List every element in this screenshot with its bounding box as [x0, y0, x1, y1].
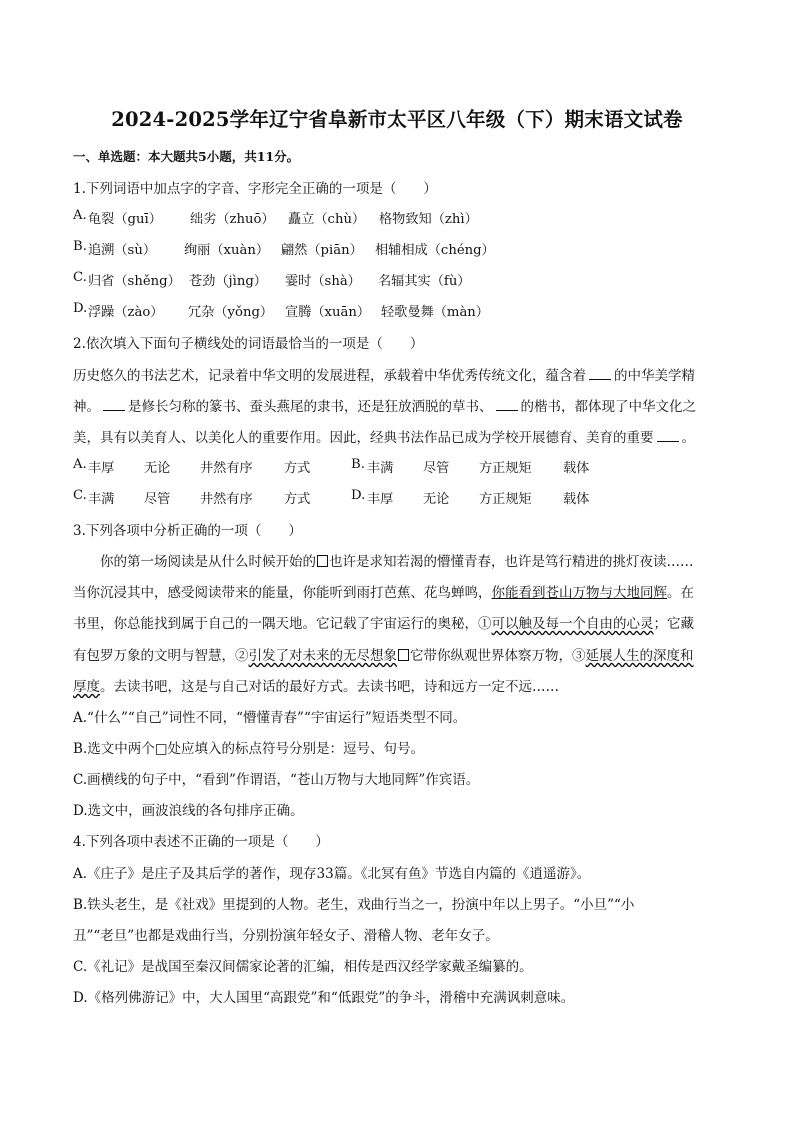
option-word: 方式 — [284, 461, 311, 476]
option-word: 丰满 — [88, 492, 115, 507]
fill-blank — [496, 398, 518, 411]
question-2-passage-line — [73, 426, 695, 446]
option-word: 格物致知（zhì） — [379, 212, 478, 227]
option-letter: A. — [73, 208, 87, 223]
passage-text: 你的第一场阅读是从什么时候开始的 — [100, 554, 316, 570]
option-word: 井然有序 — [200, 461, 253, 476]
passage-text: ；它藏 — [653, 616, 694, 632]
question-4-option-d: D.《格列佛游记》中，大人国里“高跟党”和“低跟党”的争斗，滑稽中充满讽刺意味。 — [73, 990, 575, 1006]
option-word: 浮躁（zào） — [88, 305, 164, 320]
passage-text: 的中华美学精 — [614, 368, 695, 384]
option-word: 归省（shěng） — [88, 274, 181, 289]
question-3-passage-line — [73, 675, 559, 695]
option-word: 尽管 — [144, 492, 171, 507]
question-3-option-c: C.画横线的句子中，“看到”作谓语，“苍山万物与大地同辉”作宾语。 — [73, 772, 480, 788]
punctuation-box — [317, 555, 328, 567]
passage-text: 。 — [681, 430, 695, 446]
question-2-passage-line — [73, 364, 695, 384]
passage-text: 有包罗万象的文明与智慧，② — [73, 648, 249, 664]
passage-text: 书里，你总能找到属于自己的一隅天地。它记载了宇宙运行的奥秘，① — [73, 616, 492, 632]
fill-blank — [657, 429, 679, 442]
passage-text: 神。 — [73, 399, 100, 415]
question-3-option-a: A.“什么”“自己”词性不同，“懵懂青春”“宇宙运行”短语类型不同。 — [73, 710, 467, 726]
passage-text: 是修长匀称的篆书、蚕头燕尾的隶书，还是狂放洒脱的草书、 — [128, 399, 493, 415]
punctuation-box — [398, 649, 409, 661]
option-letter: D. — [351, 488, 366, 503]
question-3-passage-line — [100, 550, 694, 570]
option-word: 宣腾（xuān） — [285, 305, 371, 320]
option-word: 方正规矩 — [479, 492, 532, 507]
question-4-option-c: C.《礼记》是战国至秦汉间儒家论著的汇编，相传是西汉经学家戴圣编纂的。 — [73, 959, 533, 975]
question-3-passage-line — [73, 581, 694, 601]
option-word: 无论 — [144, 461, 171, 476]
underlined-sentence: 你能看到苍山万物与大地同辉 — [491, 585, 667, 601]
question-2-stem: 2.依次填入下面句子横线处的词语最恰当的一项是（ ） — [73, 336, 424, 352]
section-header: 一、单选题：本大题共5小题，共11分。 — [73, 149, 300, 164]
option-word: 轻歌曼舞（màn） — [381, 305, 489, 320]
option-word: 苍劲（jìng） — [189, 274, 267, 289]
passage-text: 美，具有以美育人、以美化人的重要作用。因此，经典书法作品已成为学校开展德育、美育的重要 — [73, 430, 654, 446]
option-word: 绌劣（zhuō） — [190, 212, 275, 227]
option-word: 绚丽（xuàn） — [184, 243, 270, 258]
wavy-underlined-sentence: 引发了对未来的无尽想象 — [248, 648, 397, 664]
question-1-stem: 1.下列词语中加点字的字音、字形完全正确的一项是（ ） — [73, 181, 437, 197]
option-word: 相辅相成（chéng） — [375, 243, 495, 258]
wavy-underlined-sentence: 可以触及每一个自由的心灵 — [491, 616, 654, 632]
option-word: 丰厚 — [88, 461, 115, 476]
option-word: 尽管 — [423, 461, 450, 476]
passage-text: 历史悠久的书法艺术，记录着中华文明的发展进程，承载着中华优秀传统文化，蕴含着 — [73, 368, 586, 384]
option-word: 龟裂（guī） — [88, 212, 162, 227]
option-word: 方正规矩 — [479, 461, 532, 476]
option-word: 丰满 — [367, 461, 394, 476]
option-letter: C. — [73, 270, 87, 285]
option-word: 载体 — [563, 492, 590, 507]
question-2-passage-line — [73, 395, 696, 415]
option-word: 追溯（sù） — [88, 243, 157, 258]
passage-text: 。去读书吧，这是与自己对话的最好方式。去读书吧，诗和远方一定不远…… — [100, 679, 559, 695]
option-word: 翩然（piān） — [281, 243, 363, 258]
option-word: 霎时（shà） — [285, 274, 361, 289]
passage-text: 的楷书，都体现了中华文化之 — [520, 399, 696, 415]
question-3-passage-line — [73, 644, 694, 664]
question-3-stem: 3.下列各项中分析正确的一项（ ） — [73, 523, 302, 539]
option-word: 方式 — [284, 492, 311, 507]
option-word: 井然有序 — [200, 492, 253, 507]
fill-blank — [103, 398, 125, 411]
option-word: 载体 — [563, 461, 590, 476]
passage-text: 当你沉浸其中，感受阅读带来的能量，你能听到雨打芭蕉、花鸟蝉鸣， — [73, 585, 492, 601]
question-4-option-b-continued: 丑”“老旦”也都是戏曲行当，分别扮演年轻女子、滑稽人物、老年女子。 — [73, 928, 499, 944]
passage-text: 也许是求知若渴的懵懂青春，也许是笃行精进的挑灯夜读…… — [329, 554, 694, 570]
fill-blank — [589, 367, 611, 380]
option-letter: C. — [73, 488, 87, 503]
question-3-option-b: B.选文中两个□处应填入的标点符号分别是：逗号、句号。 — [73, 741, 424, 757]
option-letter: D. — [73, 301, 88, 316]
question-3-passage-line — [73, 612, 694, 632]
option-word: 冗杂（yǒng） — [188, 305, 274, 320]
exam-title: 2024-2025学年辽宁省阜新市太平区八年级（下）期末语文试卷 — [111, 108, 683, 131]
passage-text: 。在 — [667, 585, 694, 601]
wavy-underlined-sentence: 延展人生的深度和 — [585, 648, 694, 664]
question-3-option-d: D.选文中，画波浪线的各句排序正确。 — [73, 803, 304, 819]
question-4-stem: 4.下列各项中表述不正确的一项是（ ） — [73, 834, 329, 850]
question-4-option-b: B.铁头老生，是《社戏》里提到的人物。老生，戏曲行当之一，扮演中年以上男子。“小旦”“小 — [73, 897, 635, 913]
question-4-option-a: A.《庄子》是庄子及其后学的著作，现存33篇。《北冥有鱼》节选自内篇的《逍遥游》。 — [73, 866, 591, 882]
passage-text: 它带你纵观世界体察万物，③ — [410, 648, 586, 664]
option-letter: B. — [73, 239, 87, 254]
option-letter: A. — [73, 457, 87, 472]
wavy-underlined-sentence: 厚度 — [73, 679, 100, 695]
option-word: 名辐其实（fù） — [378, 274, 471, 289]
option-word: 无论 — [423, 492, 450, 507]
option-word: 丰厚 — [367, 492, 394, 507]
option-word: 矗立（chù） — [288, 212, 366, 227]
option-letter: B. — [351, 457, 365, 472]
